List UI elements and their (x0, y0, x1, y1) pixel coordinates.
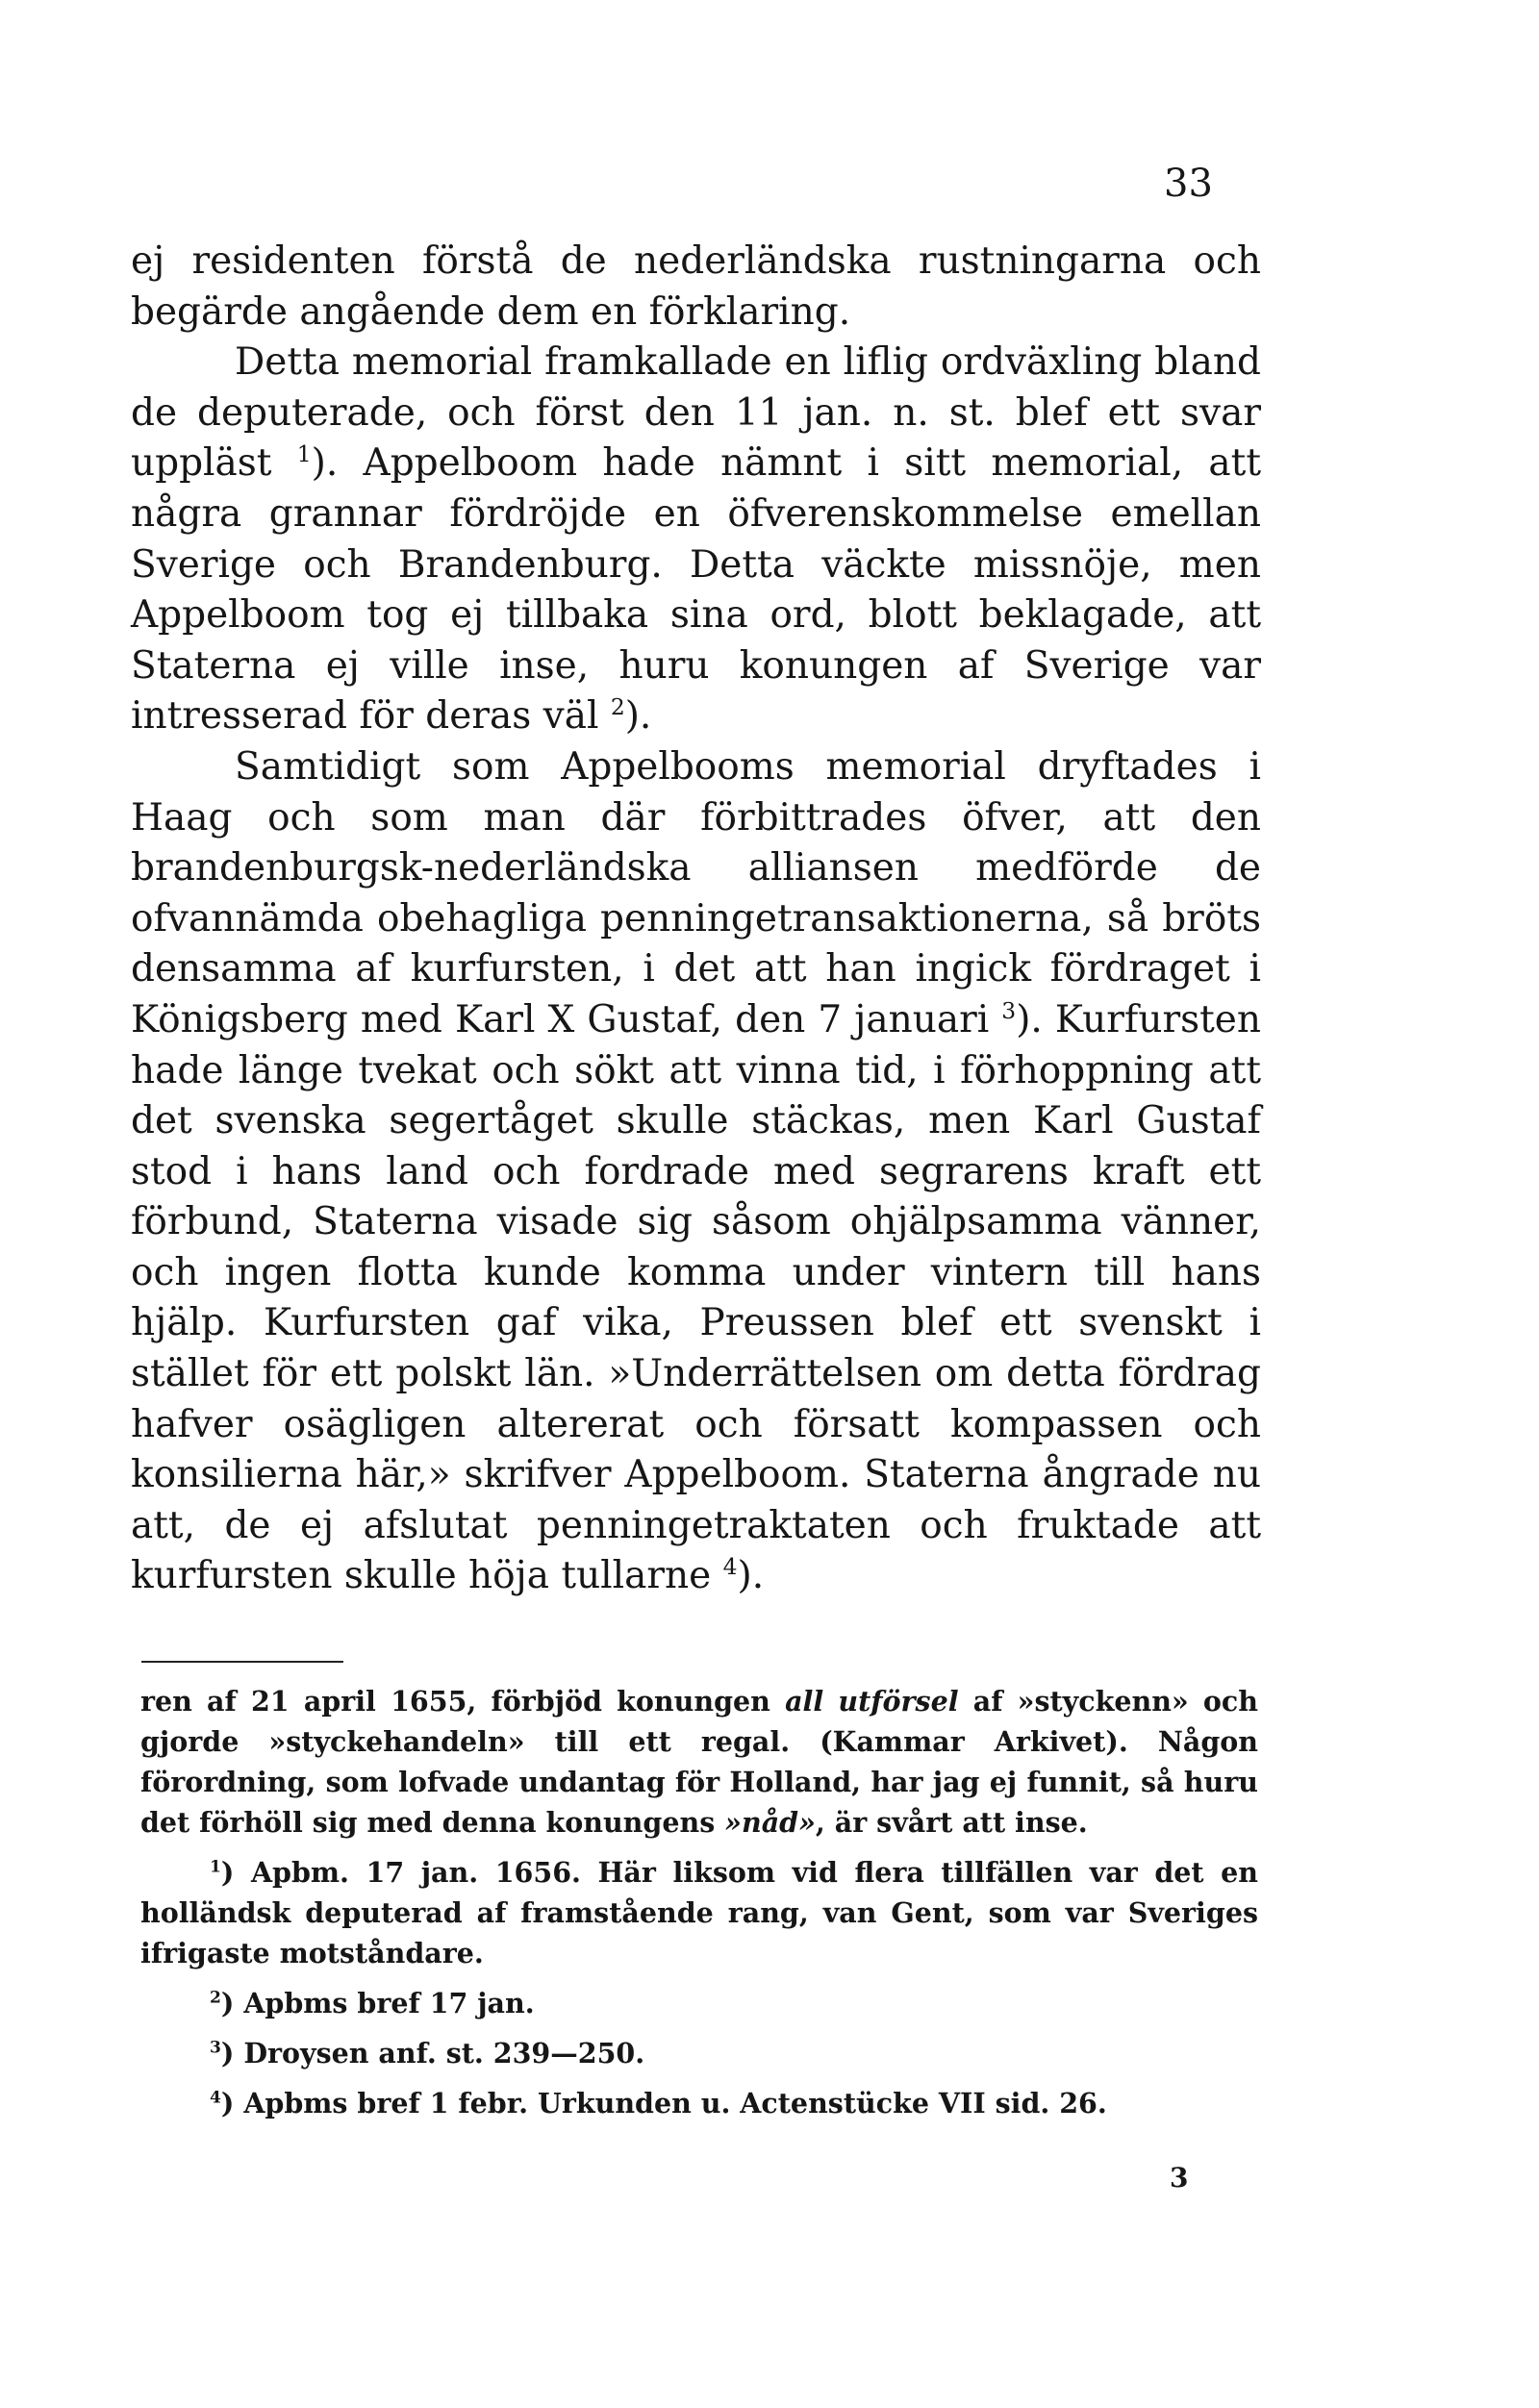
paragraph-3-text-c: ). (737, 1554, 765, 1598)
footnote-4-text: ) Apbms bref 1 febr. Urkunden u. Actenstücke VII sid. 26. (220, 2087, 1107, 2120)
footnote-ref-2: 2 (610, 693, 625, 721)
paragraph-3 (131, 742, 1261, 1602)
paragraph-1-text: ej residenten förstå de nederländska rustningarna och begärde angående dem en förklaring. (131, 239, 1261, 334)
footnote-continuation-text-b: af »styckenn» och gjorde »styckehandeln» till ett regal. (Kammar Arkivet). Någon förordning, som lofvade undantag för Holland, har jag ej funnit, så huru det förhöll sig med denna konungens (140, 1685, 1258, 1839)
paragraph-3-text-b: ). Kurfursten hade länge tvekat och sökt att vinna tid, i förhoppning att det svenska segertåget skulle stäckas, men Karl Gustaf stod i hans land och fordrade med segrarens kraft ett förbund, Staterna visade sig såsom ohjälpsamma vänner, och ingen flotta kunde komma under vintern till hans hjälp. Kurfursten gaf vika, Preussen blef ett svenskt i stället för ett polskt län. »Underrättelsen om detta fördrag hafver osägligen altererat och försatt kompassen och konsilierna här,» skrifver Appelboom. Staterna ångrade nu att, de ej afslutat penningetraktaten och fruktade att kurfursten skulle höja tullarne (131, 997, 1261, 1598)
footnote-4-mark: 4 (210, 2088, 221, 2108)
footnotes (140, 1681, 1258, 2123)
footnote-continuation-emphasis-2: »nåd» (724, 1806, 816, 1839)
footnote-continuation (140, 1681, 1258, 1843)
body-text (131, 237, 1261, 1602)
paragraph-1 (131, 237, 1261, 338)
page-number: 33 (1164, 162, 1213, 206)
footnote-ref-3: 3 (1001, 996, 1017, 1024)
footnote-ref-1: 1 (296, 440, 312, 468)
footnote-1 (140, 1852, 1258, 1973)
footnote-2 (140, 1983, 1258, 2023)
footnote-1-text: ) Apbm. 17 jan. 1656. Här liksom vid flera tillfällen var det en holländsk deputerad af framstående rang, van Gent, som var Sveriges ifrigaste motståndare. (140, 1856, 1258, 1969)
paragraph-2-text-c: ). (624, 694, 652, 739)
footnote-4 (140, 2083, 1258, 2123)
footnote-3-text: ) Droysen anf. st. 239—250. (220, 2037, 645, 2069)
footnote-ref-4: 4 (722, 1553, 738, 1581)
footnote-continuation-text-a: ren af 21 april 1655, förbjöd konungen (140, 1685, 786, 1718)
footnote-3-mark: 3 (210, 2038, 221, 2058)
footnote-3 (140, 2033, 1258, 2073)
footnote-1-mark: 1 (210, 1857, 221, 1877)
paragraph-3-text-a: Samtidigt som Appelbooms memorial dryftades i Haag och som man där förbittrades öfver, att den brandenburgsk-nederländska alliansen medförde de ofvannämda obehagliga penningetransaktionerna, så bröts densamma af kurfursten, i det att han ingick fördraget i Königsberg med Karl X Gustaf, den 7 januari (131, 744, 1261, 1041)
footnote-continuation-emphasis-1: all utförsel (785, 1685, 959, 1718)
footnote-continuation-text-c: , är svårt att inse. (815, 1806, 1088, 1839)
paragraph-2-text-a: Detta memorial framkallade en liflig ordväxling bland de deputerade, och först den 11 jan. n. st. blef ett svar uppläst (131, 340, 1261, 486)
footnote-separator (141, 1661, 343, 1663)
signature-mark: 3 (1170, 2162, 1189, 2194)
paragraph-2 (131, 338, 1261, 742)
footnote-2-mark: 2 (210, 1988, 221, 2008)
footnote-2-text: ) Apbms bref 17 jan. (220, 1987, 535, 2019)
paragraph-2-text-b: ). Appelboom hade nämnt i sitt memorial, att några grannar fördröjde en öfverenskommelse emellan Sverige och Brandenburg. Detta väckte missnöje, men Appelboom tog ej tillbaka sina ord, blott beklagade, att Staterna ej ville inse, huru konungen af Sverige var intresserad för deras väl (131, 441, 1261, 739)
